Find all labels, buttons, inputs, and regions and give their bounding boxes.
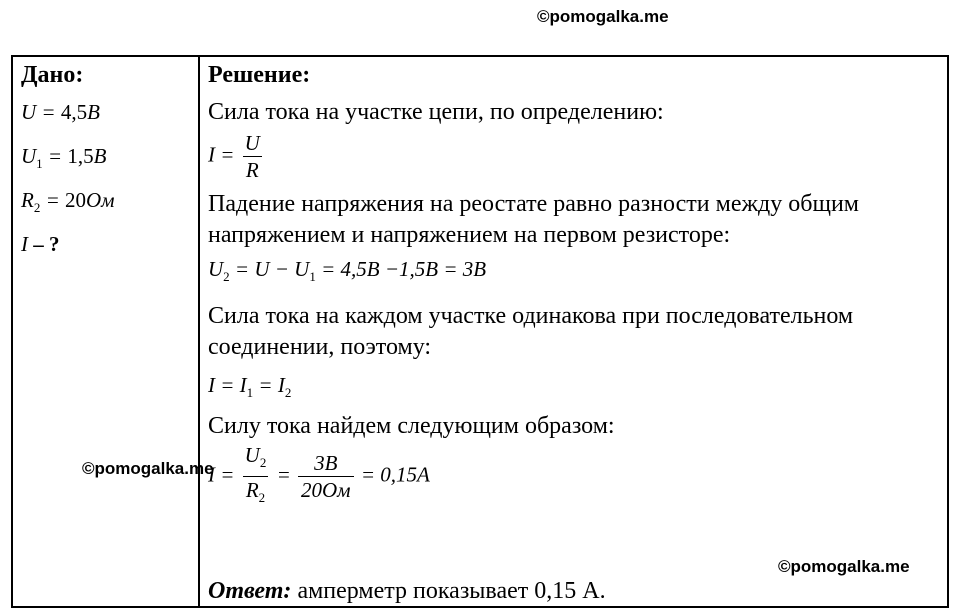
formula-ohm-law: I = $\frac{U}{R}$ <box>208 131 260 182</box>
solution-paragraph-1: Сила тока на участке цепи, по определению: <box>208 99 664 125</box>
formula-current-result: I = $\frac{U_2}{R_2}$ = $\frac{3В}{20Ом}$ = 0,15А <box>208 444 943 509</box>
fraction-numerator: 3В <box>314 451 338 475</box>
watermark-top: ©pomogalka.me <box>537 7 669 26</box>
formula-voltage-drop-values: 4,5В −1,5В = 3В <box>340 257 487 281</box>
solution-paragraph-4: Силу тока найдем следующим образом: <box>208 413 615 439</box>
formula-voltage-drop: $U_2 = U - U_1 = 4,5В -1,5В = 3В$ <box>208 257 487 284</box>
column-divider <box>198 57 200 606</box>
solution-header: Решение: <box>208 62 311 88</box>
watermark-middle: ©pomogalka.me <box>82 459 214 478</box>
given-voltage-1: $U_1 = 1,5В$ <box>21 144 107 171</box>
given-column <box>21 60 191 266</box>
solution-paragraph-3: Сила тока на каждом участке одинакова при последовательном соединении, поэтому: <box>208 303 854 360</box>
answer-line <box>208 576 606 607</box>
given-voltage: U = 4,5В <box>21 100 100 124</box>
given-resistance-2-value: 20 <box>65 188 86 212</box>
fraction-denominator: 20Ом <box>298 476 354 501</box>
given-voltage-value: 4,5 <box>60 100 88 124</box>
answer-text: амперметр показывает 0,15 А. <box>297 578 606 604</box>
given-unknown-mark: – ? <box>33 232 60 256</box>
current-result: 0,15А <box>380 462 430 487</box>
answer-label: Ответ: <box>208 578 292 604</box>
given-voltage-1-unit: В <box>93 144 107 168</box>
solution-paragraph-2: Падение напряжения на реостате равно разности между общим напряжением и напряжением на первом резисторе: <box>208 191 859 248</box>
given-resistance-2: $R_2 = 20Ом$ <box>21 188 115 215</box>
formula-series-current: $I = I_1 = I_2$ <box>208 373 292 400</box>
solution-table <box>11 55 949 608</box>
given-unknown <box>21 222 191 266</box>
given-resistance-2-unit: Ом <box>86 188 115 212</box>
watermark-bottom: ©pomogalka.me <box>778 557 910 576</box>
given-voltage-1-value: 1,5 <box>67 144 94 168</box>
given-header: Дано: <box>21 62 84 88</box>
given-voltage-unit: В <box>87 100 100 124</box>
given-unknown-symbol: I <box>21 232 28 256</box>
